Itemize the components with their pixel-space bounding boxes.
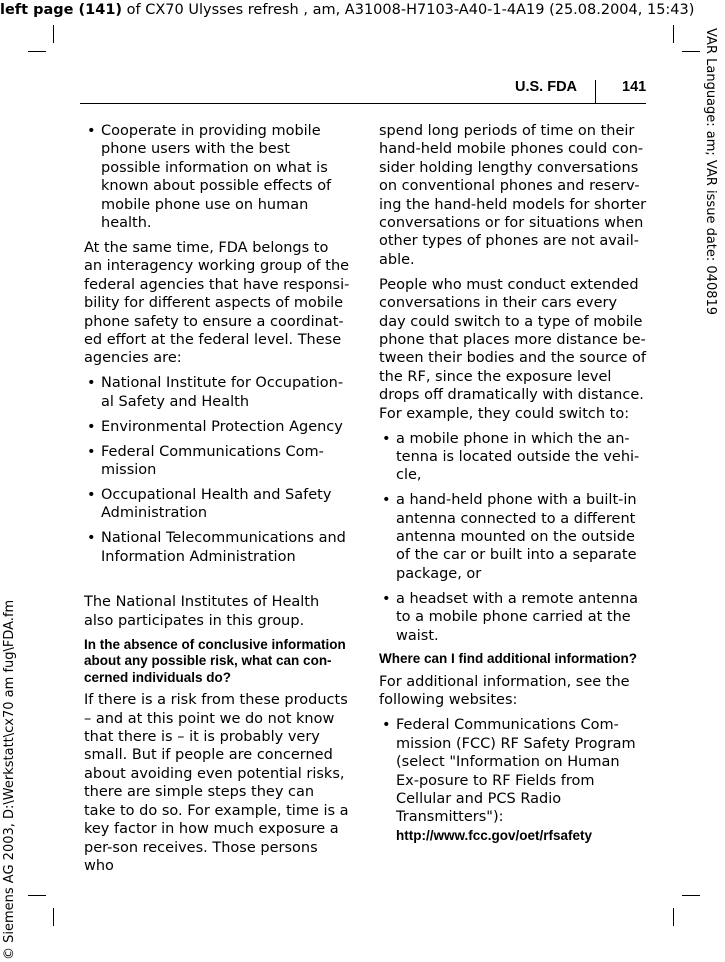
list-item: • Cooperate in providing mobile phone users with the best possible information on what is known about possible effects of mobile phone use on human health. <box>87 123 332 232</box>
bullet: • <box>382 492 391 509</box>
option-list <box>379 430 647 645</box>
paragraph: For additional information, see the following websites: <box>379 673 630 709</box>
list-item: • National Institute for Occupation-al Safety and Health <box>87 375 344 410</box>
agency-list <box>84 374 350 566</box>
spacer <box>84 572 350 593</box>
list-item: • a headset with a remote antenna to a mobile phone carried at the waist. <box>382 590 639 644</box>
bullet: • <box>87 123 96 139</box>
paragraph: If there is a risk from these products – and at this point we do not know that there is – it is probably very small. But if people are concerned about avoiding even potential risks, there are simple steps they can take to do so. For example, time is a key factor in how much exposure a per-son receives. Those persons who <box>84 692 349 874</box>
bullet: • <box>382 590 391 607</box>
list-item: • Federal Communications Com-mission <box>87 443 324 478</box>
crop-mark <box>53 908 54 926</box>
page-number: 141 <box>622 79 647 95</box>
list-item: • a mobile phone in which the an-tenna is located outside the vehi-cle, <box>382 430 640 484</box>
bullet: • <box>87 443 96 460</box>
var-language-note: VAR Language: am; VAR issue date: 040819 <box>703 28 718 316</box>
question-heading: In the absence of conclusive information about any possible risk, what can con-cerned individuals do? <box>84 636 346 685</box>
section-title: U.S. FDA <box>515 79 578 95</box>
list-item: • Occupational Health and Safety Administration <box>87 486 332 522</box>
crop-mark <box>28 895 46 896</box>
list-item: • Federal Communications Com-mission (FCC) RF Safety Program (select "Information on Human Ex-posure to RF Fields from Cellular and PCS Radio Transmitters"): http://www.fcc.gov/oet/rfsafety <box>382 717 636 843</box>
bullet: • <box>87 375 96 392</box>
header-rule <box>80 103 646 104</box>
bullet: • <box>87 530 96 547</box>
crop-mark <box>53 25 54 43</box>
print-info-line <box>0 0 725 22</box>
list-item: • Environmental Protection Agency <box>87 418 343 435</box>
bullet: • <box>382 717 391 734</box>
bullet: • <box>382 430 391 447</box>
fcc-link[interactable]: http://www.fcc.gov/oet/rfsafety <box>396 827 593 843</box>
paragraph: spend long periods of time on their hand-held mobile phones could con-sider holding lengthy conversations on conventional phones and reserv-ing the hand-held models for shorter conversations or for situations when other types of phones are not avail-able. <box>379 123 647 268</box>
crop-mark <box>673 908 674 926</box>
print-info-page: left page (141) <box>0 2 123 18</box>
website-list <box>379 716 647 845</box>
print-info-details: of CX70 Ulysses refresh , am, A31008-H7103-A40-1-4A19 (25.08.2004, 15:43) <box>122 2 695 18</box>
copyright-path-note: © Siemens AG 2003, D:\Werkstatt\cx70 am fug\FDA.fm <box>2 599 17 960</box>
crop-mark <box>28 51 46 52</box>
crop-mark <box>682 895 700 896</box>
list-item: • National Telecommunications and Information Administration <box>87 530 346 565</box>
bullet: • <box>87 418 96 435</box>
paragraph: The National Institutes of Health also participates in this group. <box>84 594 320 629</box>
list-item: • a hand-held phone with a built-in antenna connected to a different antenna mounted on the outside of the car or built into a separate package, or <box>382 492 637 582</box>
bullet: • <box>87 486 96 503</box>
right-column <box>379 122 647 852</box>
paragraph: People who must conduct extended conversations in their cars every day could switch to a type of mobile phone that places more distance be-tween their bodies and the source of the RF, since the exposure level drops off dramatically with distance. For example, they could switch to: <box>379 276 647 422</box>
question-heading: Where can I find additional information? <box>379 651 638 667</box>
header-divider <box>595 80 596 104</box>
bullet-list <box>84 122 350 232</box>
paragraph: At the same time, FDA belongs to an interagency working group of the federal agencies that have responsi-bility for different aspects of mobile phone safety to ensure a coordinat-ed effort at the federal level. These agencies are: <box>84 239 350 367</box>
crop-mark <box>673 25 674 43</box>
crop-mark <box>682 51 700 52</box>
left-column <box>84 122 350 882</box>
